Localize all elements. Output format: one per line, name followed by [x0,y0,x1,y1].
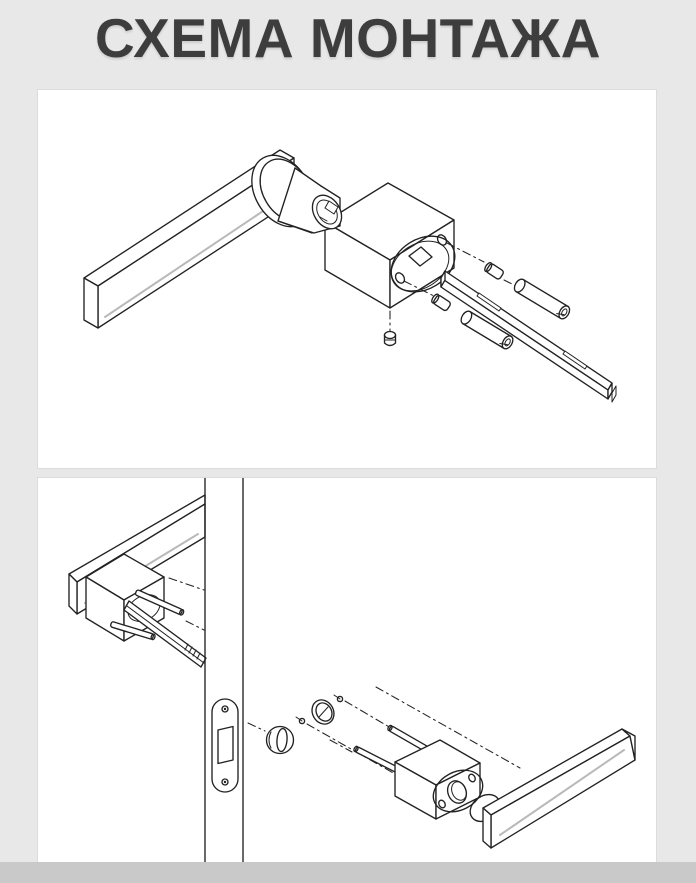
lever-handle [483,729,635,848]
bottom-strip [0,862,696,883]
exploded-view-drawing [38,90,656,468]
door-edge [205,478,243,862]
hidden-axis-lines [169,578,204,630]
panel-exploded-view [38,90,656,468]
grub-screw [385,332,396,346]
latch-faceplate [212,699,238,792]
fixing-screws [459,277,572,350]
cover-rose [308,696,338,728]
door-installation-drawing [38,478,656,862]
thumb-turn [267,727,294,754]
second-handle-assembly [353,725,635,848]
page-title: СХЕМА МОНТАЖА [95,7,601,69]
panel-door-installation [38,478,656,862]
